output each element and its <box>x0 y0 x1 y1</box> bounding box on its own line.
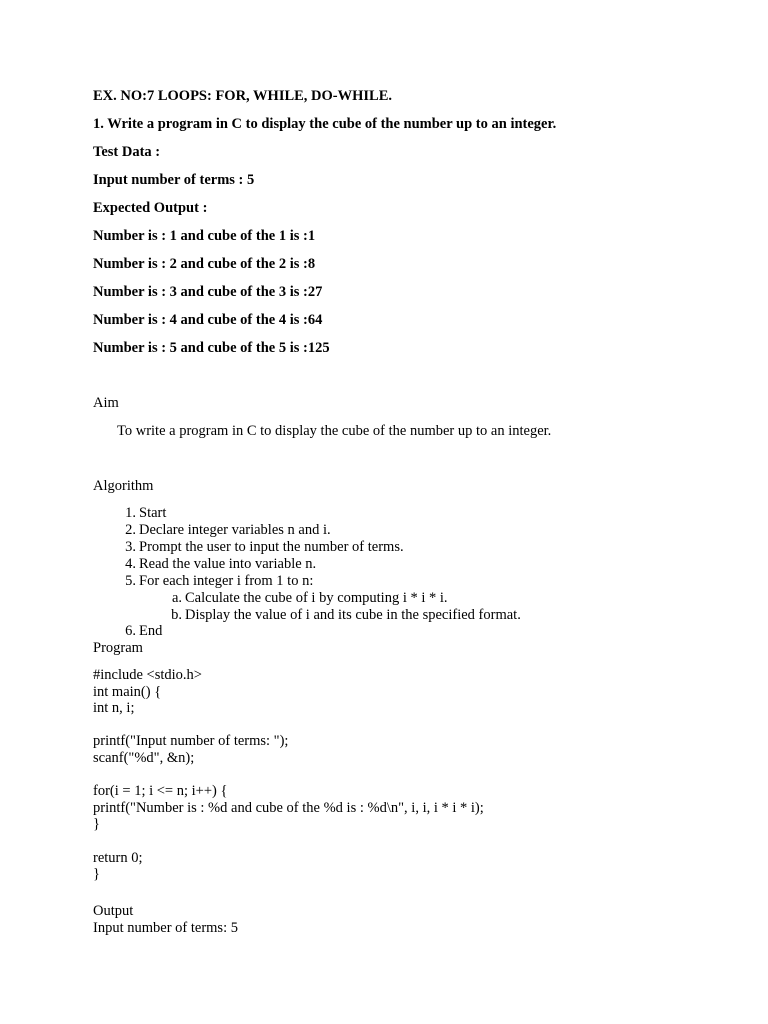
expected-output-line: Number is : 2 and cube of the 2 is :8 <box>93 256 316 272</box>
program-heading: Program <box>93 640 143 656</box>
code-line <box>93 833 484 850</box>
expected-output-line: Number is : 1 and cube of the 1 is :1 <box>93 228 316 244</box>
code-line: int main() { <box>93 683 162 700</box>
code-line: #include <stdio.h> <box>93 667 202 683</box>
step-number: 5. <box>125 573 136 589</box>
substep-letter: a. <box>171 590 182 606</box>
step-number: 2. <box>125 522 136 538</box>
output-heading: Output <box>93 903 134 919</box>
test-data-label: Test Data : <box>93 144 161 160</box>
algorithm-heading: Algorithm <box>93 478 154 494</box>
step-text: Prompt the user to input the number of terms. <box>139 539 404 555</box>
step-text: For each integer i from 1 to n: <box>139 573 314 589</box>
code-line: return 0; <box>93 849 143 866</box>
step-text: Start <box>139 505 167 521</box>
expected-output-line: Number is : 4 and cube of the 4 is :64 <box>93 312 323 328</box>
substep-letter: b. <box>171 607 182 623</box>
code-line: for(i = 1; i <= n; i++) { <box>93 783 228 800</box>
step-number: 3. <box>125 539 136 555</box>
code-line: } <box>93 866 100 883</box>
code-line: scanf("%d", &n); <box>93 749 195 766</box>
aim-text: To write a program in C to display the cube of the number up to an integer. <box>117 423 552 439</box>
code-line <box>93 717 484 734</box>
step-text: Read the value into variable n. <box>139 556 317 572</box>
substep-text: Calculate the cube of i by computing i * i * i. <box>185 590 448 606</box>
expected-output-line: Number is : 5 and cube of the 5 is :125 <box>93 340 330 356</box>
step-number: 1. <box>125 505 136 521</box>
step-number: 4. <box>125 556 136 572</box>
code-line: printf("Input number of terms: "); <box>93 733 289 750</box>
substep-text: Display the value of i and its cube in the specified format. <box>185 607 521 623</box>
step-text: End <box>139 623 163 639</box>
expected-output-label: Expected Output : <box>93 200 208 216</box>
test-data-value: Input number of terms : 5 <box>93 172 255 188</box>
aim-heading: Aim <box>93 395 119 411</box>
exercise-title: EX. NO:7 LOOPS: FOR, WHILE, DO-WHILE. <box>93 88 393 104</box>
step-text: Declare integer variables n and i. <box>139 522 331 538</box>
code-line: } <box>93 816 100 833</box>
output-first-line: Input number of terms: 5 <box>93 920 238 936</box>
step-number: 6. <box>125 623 136 639</box>
question-text: 1. Write a program in C to display the cube of the number up to an integer. <box>93 116 557 132</box>
code-line <box>93 767 484 784</box>
code-line: printf("Number is : %d and cube of the %d is : %d\n", i, i, i * i * i); <box>93 799 484 816</box>
program-code <box>93 667 484 883</box>
code-line: int n, i; <box>93 700 135 717</box>
expected-output-line: Number is : 3 and cube of the 3 is :27 <box>93 284 323 300</box>
